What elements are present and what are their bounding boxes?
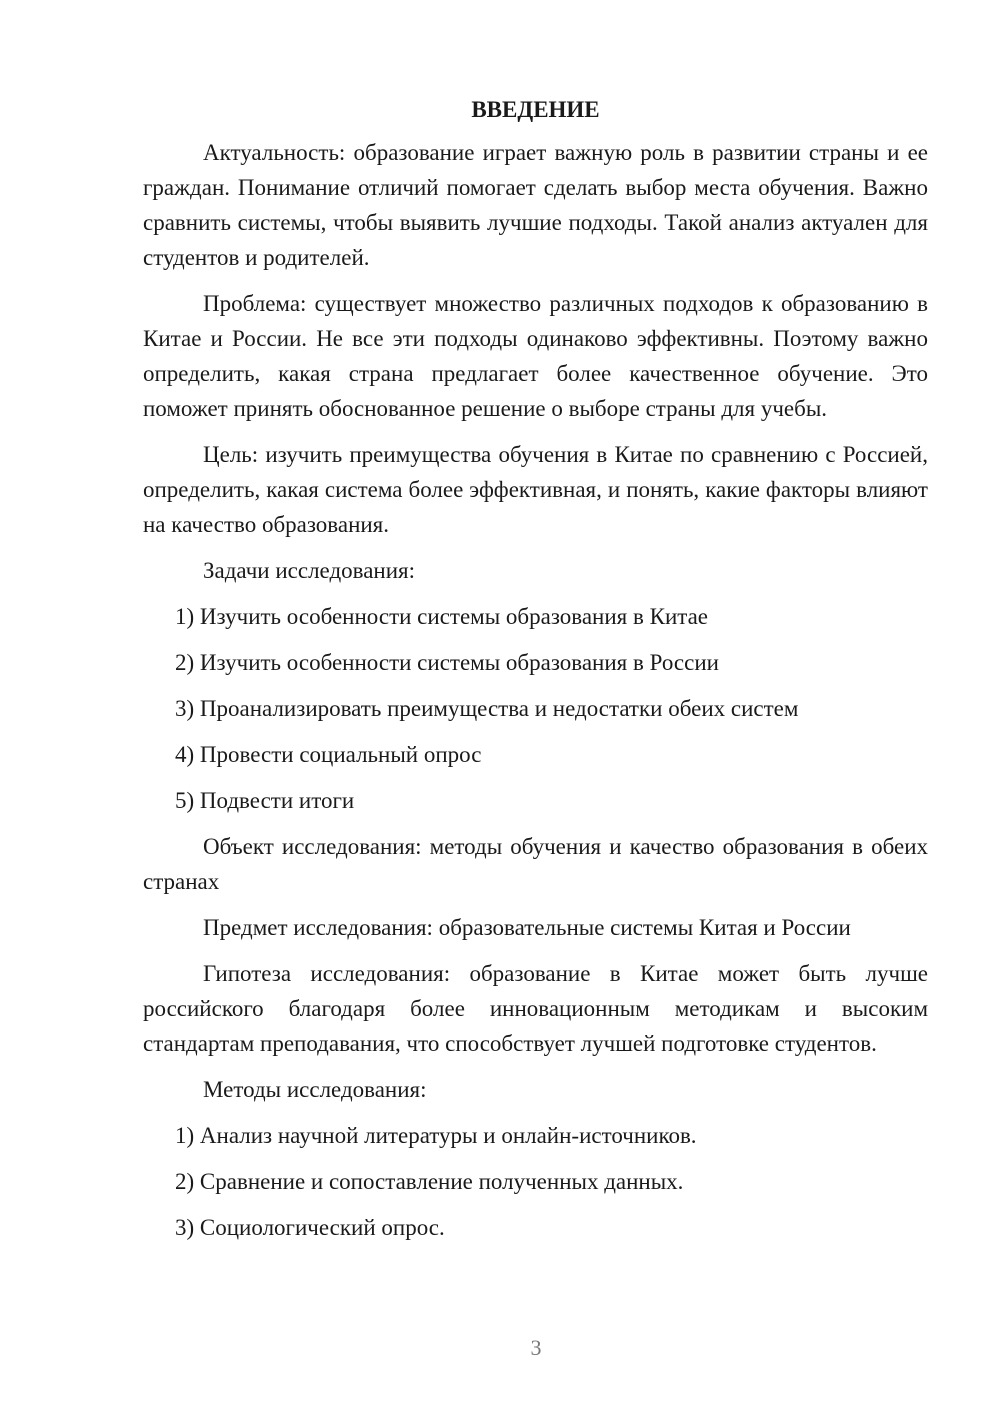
goal-paragraph: Цель: изучить преимущества обучения в Китае по сравнению с Россией, определить, какая система более эффективная, и понять, какие факторы влияют на качество образования.	[143, 442, 928, 537]
list-item: 2) Сравнение и сопоставление полученных данных.	[175, 1169, 684, 1194]
object-paragraph: Объект исследования: методы обучения и качество образования в обеих странах	[143, 834, 928, 894]
page-content	[143, 92, 928, 1256]
methods-list	[143, 1118, 928, 1245]
page-number: 3	[530, 1335, 542, 1360]
list-item: 3) Социологический опрос.	[175, 1215, 445, 1240]
list-item: 2) Изучить особенности системы образования в России	[175, 650, 719, 675]
section-title: ВВЕДЕНИЕ	[471, 97, 600, 122]
methods-heading: Методы исследования:	[203, 1077, 427, 1102]
list-item: 3) Проанализировать преимущества и недостатки обеих систем	[175, 696, 799, 721]
subject-paragraph: Предмет исследования: образовательные системы Китая и России	[203, 915, 851, 940]
tasks-list	[143, 599, 928, 818]
relevance-paragraph: Актуальность: образование играет важную роль в развитии страны и ее граждан. Понимание отличий помогает сделать выбор места обучения. Важно сравнить системы, чтобы выявить лучшие подходы. Такой анализ актуален для студентов и родителей.	[143, 140, 928, 270]
hypothesis-paragraph: Гипотеза исследования: образование в Китае может быть лучше российского благодаря более инновационным методикам и высоким стандартам преподавания, что способствует лучшей подготовке студентов.	[143, 961, 928, 1056]
list-item: 4) Провести социальный опрос	[175, 742, 482, 767]
list-item: 5) Подвести итоги	[175, 788, 355, 813]
tasks-heading: Задачи исследования:	[203, 558, 416, 583]
list-item: 1) Изучить особенности системы образования в Китае	[175, 604, 709, 629]
list-item: 1) Анализ научной литературы и онлайн-источников.	[175, 1123, 697, 1148]
problem-paragraph: Проблема: существует множество различных подходов к образованию в Китае и России. Не все эти подходы одинаково эффективны. Поэтому важно определить, какая страна предлагает более качественное обучение. Это поможет принять обоснованное решение о выборе страны для учебы.	[143, 291, 928, 421]
